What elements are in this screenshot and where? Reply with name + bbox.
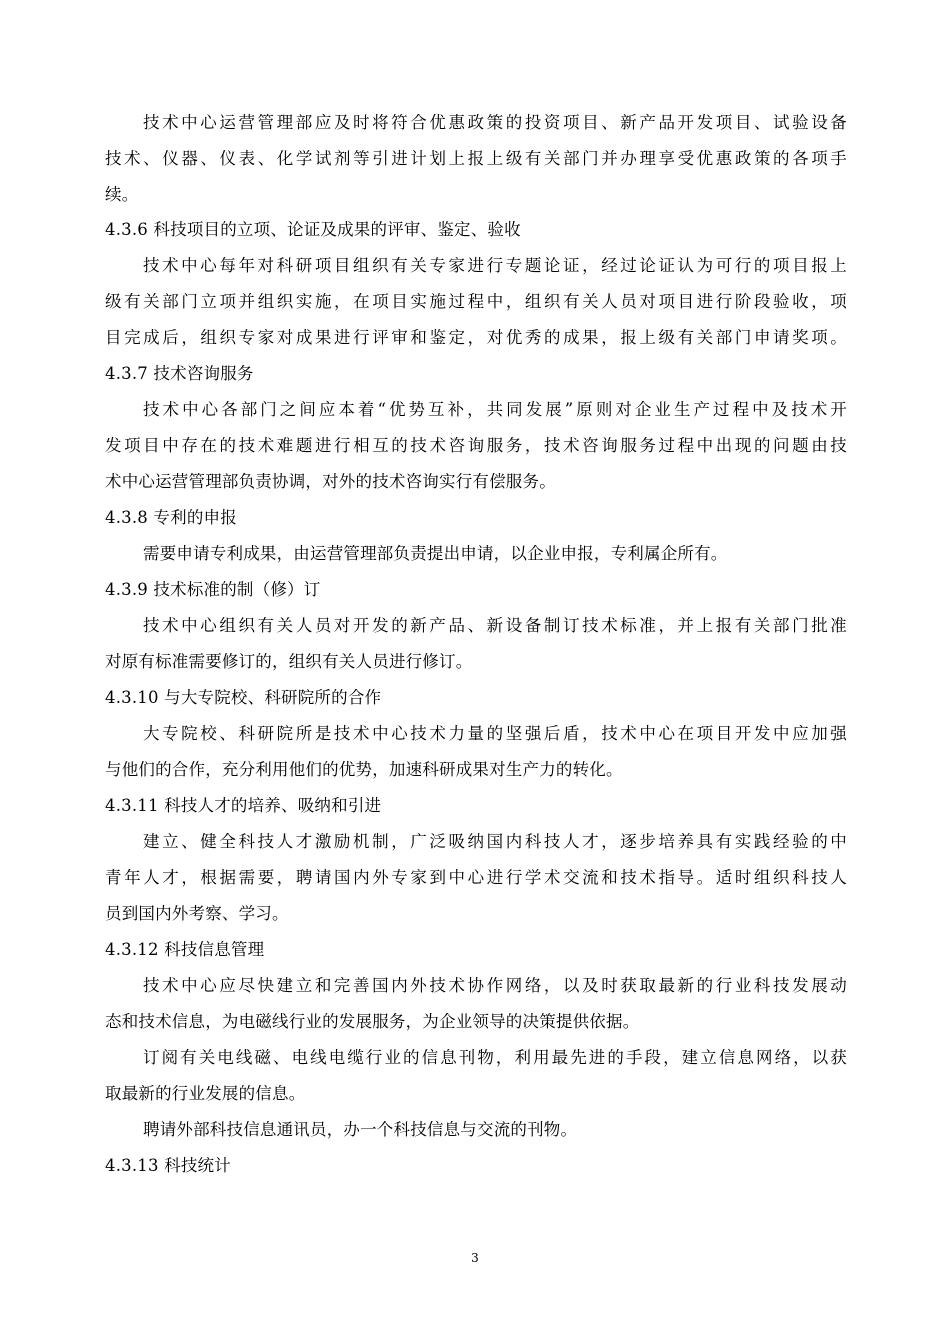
- body-line: 员到国内外考察、学习。: [105, 904, 289, 923]
- section-heading: 4.3.9 技术标准的制（修）订: [105, 580, 321, 599]
- body-line: 技术中心各部门之间应本着“优势互补，共同发展”原则对企业生产过程中及技术开: [143, 400, 847, 419]
- body-line: 需要申请专利成果，由运营管理部负责提出申请，以企业申报，专利属企所有。: [143, 544, 728, 563]
- body-line: 对原有标准需要修订的，组织有关人员进行修订。: [105, 652, 473, 671]
- body-line: 建立、健全科技人才激励机制，广泛吸纳国内科技人才，逐步培养具有实践经验的中: [143, 832, 847, 851]
- body-line: 青年人才，根据需要，聘请国内外专家到中心进行学术交流和技术指导。适时组织科技人: [105, 868, 847, 887]
- section-heading: 4.3.10 与大专院校、科研院所的合作: [105, 688, 382, 707]
- body-line: 与他们的合作，充分利用他们的优势，加速科研成果对生产力的转化。: [105, 760, 623, 779]
- page-number: 3: [471, 1251, 479, 1265]
- body-line: 技术中心运营管理部应及时将符合优惠政策的投资项目、新产品开发项目、试验设备: [143, 113, 847, 132]
- section-heading: 4.3.12 科技信息管理: [105, 940, 265, 959]
- body-line: 技术中心应尽快建立和完善国内外技术协作网络，以及时获取最新的行业科技发展动: [143, 976, 847, 995]
- section-heading: 4.3.11 科技人才的培养、吸纳和引进: [105, 796, 382, 815]
- body-line: 续。: [105, 185, 139, 204]
- body-line: 目完成后，组织专家对成果进行评审和鉴定，对优秀的成果，报上级有关部门申请奖项。: [105, 328, 847, 347]
- body-line: 订阅有关电线磁、电线电缆行业的信息刊物，利用最先进的手段，建立信息网络，以获: [143, 1048, 847, 1067]
- body-line: 态和技术信息，为电磁线行业的发展服务，为企业领导的决策提供依据。: [105, 1012, 640, 1031]
- body-line: 技术中心每年对科研项目组织有关专家进行专题论证，经过论证认为可行的项目报上: [143, 256, 847, 275]
- body-line: 级有关部门立项并组织实施，在项目实施过程中，组织有关人员对项目进行阶段验收，项: [105, 292, 847, 311]
- section-heading: 4.3.7 技术咨询服务: [105, 364, 254, 383]
- section-heading: 4.3.6 科技项目的立项、论证及成果的评审、鉴定、验收: [105, 220, 521, 239]
- section-heading: 4.3.8 专利的申报: [105, 508, 237, 527]
- section-heading: 4.3.13 科技统计: [105, 1156, 231, 1175]
- body-line: 术中心运营管理部负责协调，对外的技术咨询实行有偿服务。: [105, 472, 556, 491]
- body-line: 技术、仪器、仪表、化学试剂等引进计划上报上级有关部门并办理享受优惠政策的各项手: [105, 149, 847, 168]
- body-line: 技术中心组织有关人员对开发的新产品、新设备制订技术标准，并上报有关部门批准: [143, 616, 847, 635]
- body-line: 取最新的行业发展的信息。: [105, 1084, 306, 1103]
- body-line: 大专院校、科研院所是技术中心技术力量的坚强后盾，技术中心在项目开发中应加强: [143, 724, 847, 743]
- body-line: 聘请外部科技信息通讯员，办一个科技信息与交流的刊物。: [143, 1120, 578, 1139]
- body-line: 发项目中存在的技术难题进行相互的技术咨询服务，技术咨询服务过程中出现的问题由技: [105, 436, 847, 455]
